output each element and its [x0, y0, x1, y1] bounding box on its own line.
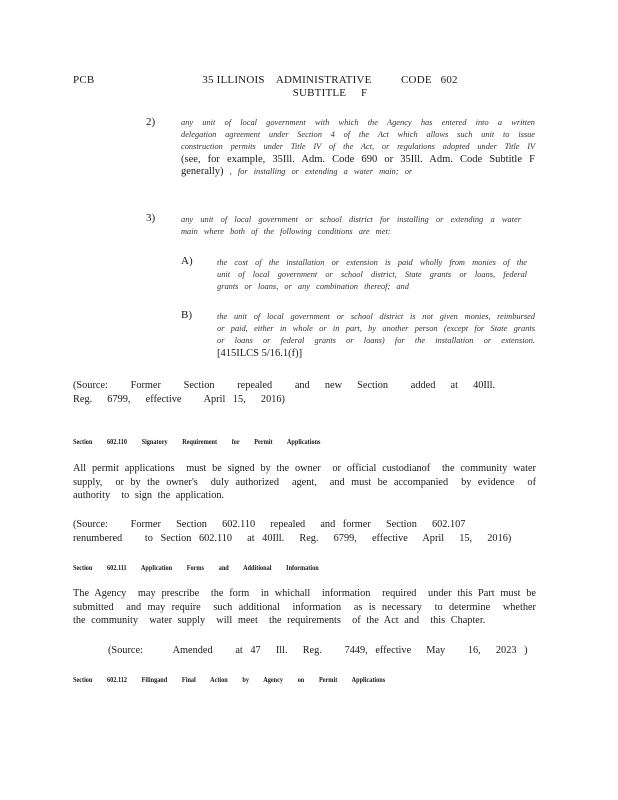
section-body: All permit applications must be signed by the owner or official custodianof the community water supply, or by the owner's duly authorized agent, and must be accompanied by evidence of authority to sign the application.: [73, 463, 542, 501]
section-heading: Section 602.110 Signatory Requirement for Permit Applications: [73, 437, 321, 446]
header-agency: PCB: [73, 74, 95, 86]
item-number: 2): [146, 116, 156, 128]
subitem-text-italic: the unit of local government or school district is not given monies, reimbursed or paid, either in whole or in part, by another person (except for State grants or loans or federal grants or loans) for the installation or extension.: [217, 312, 535, 346]
subitem-letter: A): [181, 255, 193, 267]
item-text: [181, 117, 535, 178]
item-text-plain: (see, for example, 35Ill. Adm. Code 690 or 35Ill. Adm. Code Subtitle F generally): [181, 153, 535, 177]
item-text-italic: any unit of local government with which the Agency has entered into a written delegation agreement under Section 4 of the Act which allows such unit to issue construction permits under Title IV of the Act, or regulations adopted under Title IV: [181, 118, 535, 152]
section-body: The Agency may prescribe the form in whichall information required under this Part must be submitted and may require such additional information as is necessary to determine whether the community water supply will meet the requirements of the Act and this Chapter.: [73, 588, 548, 626]
subitem-citation: [415ILCS 5/16.1(f)]: [217, 347, 303, 359]
item-text: any unit of local government or school district for installing or extending a water main where both of the following conditions are met:: [181, 215, 521, 237]
section-heading: Section 602.111 Application Forms and Additional Information: [73, 563, 319, 572]
subitem-text: the cost of the installation or extension is paid wholly from monies of the unit of local government or school district, State grants or loans, federal grants or loans, or any combination thereof; and: [217, 258, 527, 292]
subitem-letter: B): [181, 309, 192, 321]
section-heading: Section 602.112 Filingand Final Action by Agency on Permit Applications: [73, 675, 386, 684]
header-title-line2: SUBTITLE F: [292, 87, 368, 99]
header-title: [160, 74, 500, 100]
subitem-text: [217, 311, 535, 360]
source-note: (Source: Former Section repealed and new Section added at 40Ill. Reg. 6799, effective April 15, 2016): [73, 380, 511, 405]
item-number: 3): [146, 212, 156, 224]
header-title-line1: 35 ILLINOIS ADMINISTRATIVE CODE 602: [202, 74, 458, 86]
item-text-italic-tail: , for installing or extending a water main; or: [229, 166, 413, 176]
source-note: (Source: Amended at 47 Ill. Reg. 7449, effective May 16, 2023 ): [108, 645, 528, 656]
source-note: (Source: Former Section 602.110 repealed and former Section 602.107 renumbered to Section 602.110 at 40Ill. Reg. 6799, effective April 15, 2016): [73, 519, 512, 544]
